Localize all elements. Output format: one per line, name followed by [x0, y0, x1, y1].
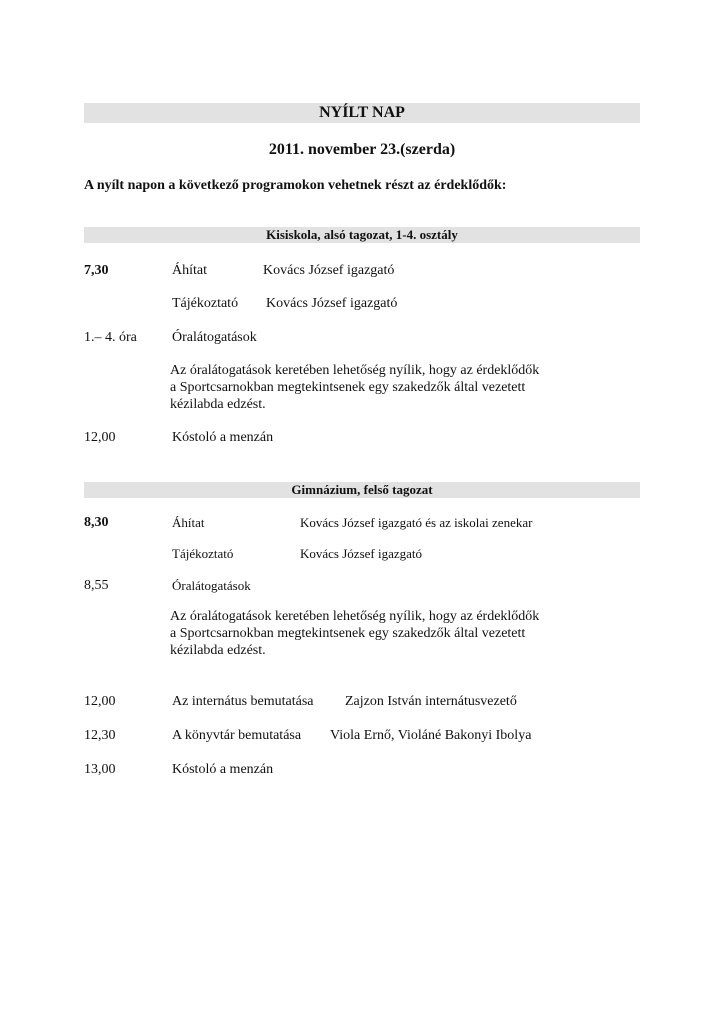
schedule-time: 12,30 — [84, 728, 116, 743]
description-line: a Sportcsarnokban megtekintsenek egy szakedzők által vezetett — [170, 380, 526, 395]
document-title: NYÍLT NAP — [84, 103, 640, 123]
schedule-time: 12,00 — [84, 430, 116, 445]
section-heading-lower-school: Kisiskola, alsó tagozat, 1-4. osztály — [84, 227, 640, 243]
schedule-time: 8,30 — [84, 515, 109, 530]
description-line: Az óralátogatások keretében lehetőség nyílik, hogy az érdeklődők — [170, 363, 540, 378]
event-date: 2011. november 23.(szerda) — [268, 141, 456, 158]
schedule-event: Kóstoló a menzán — [172, 762, 274, 777]
schedule-event: A könyvtár bemutatása — [172, 728, 302, 743]
schedule-person: Kovács József igazgató és az iskolai zenekar — [300, 515, 533, 530]
schedule-time: 1.– 4. óra — [84, 330, 137, 345]
schedule-person: Zajzon István internátusvezető — [345, 694, 517, 709]
schedule-person: Kovács József igazgató — [300, 546, 423, 561]
schedule-time: 13,00 — [84, 762, 116, 777]
schedule-event: Tájékoztató — [172, 296, 239, 311]
description-paragraph — [170, 362, 539, 413]
intro-text: A nyílt napon a következő programokon vehetnek részt az érdeklődők: — [84, 178, 507, 193]
description-paragraph — [170, 608, 539, 659]
schedule-time: 8,55 — [84, 578, 109, 593]
description-line: kézilabda edzést. — [170, 643, 266, 658]
schedule-event: Áhítat — [172, 515, 205, 530]
schedule-person: Kovács József igazgató — [263, 263, 395, 278]
schedule-person: Kovács József igazgató — [266, 296, 398, 311]
schedule-event: Kóstoló a menzán — [172, 430, 274, 445]
schedule-event: Óralátogatások — [172, 578, 251, 593]
schedule-event: Tájékoztató — [172, 546, 234, 561]
description-line: a Sportcsarnokban megtekintsenek egy szakedzők által vezetett — [170, 626, 526, 641]
schedule-event: Áhítat — [172, 263, 207, 278]
schedule-person: Viola Ernő, Violáné Bakonyi Ibolya — [330, 728, 532, 743]
description-line: kézilabda edzést. — [170, 397, 266, 412]
schedule-time: 7,30 — [84, 263, 109, 278]
schedule-time: 12,00 — [84, 694, 116, 709]
schedule-event: Az internátus bemutatása — [172, 694, 314, 709]
schedule-event: Óralátogatások — [172, 330, 257, 345]
section-heading-gymnasium: Gimnázium, felső tagozat — [84, 482, 640, 498]
description-line: Az óralátogatások keretében lehetőség nyílik, hogy az érdeklődők — [170, 609, 540, 624]
